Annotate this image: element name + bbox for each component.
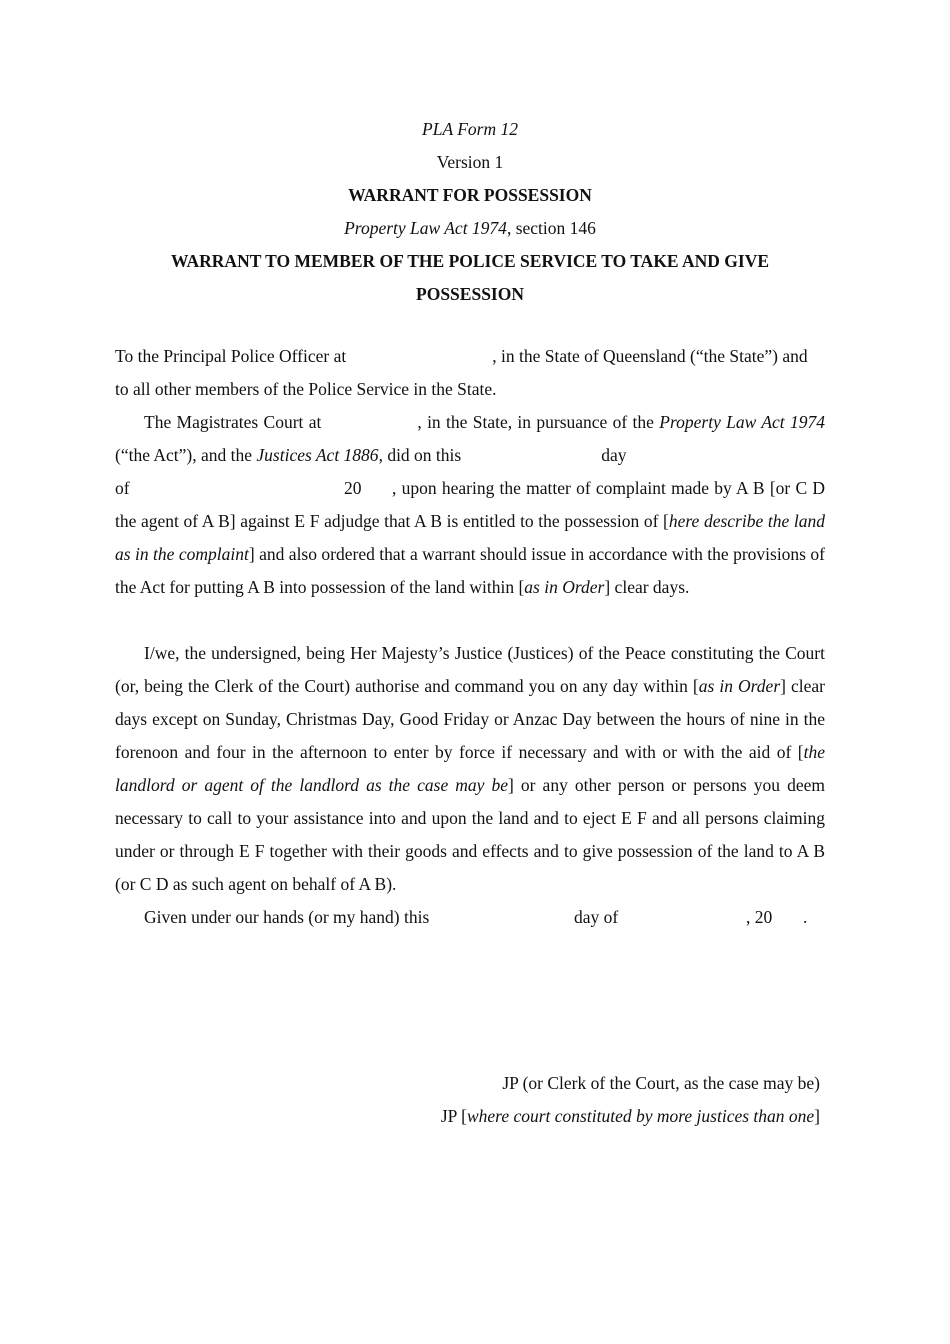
paragraph-addressee: To the Principal Police Officer at , in the State of Queensland (“the State”) and to all other members of the Police Service in the State. <box>115 346 808 399</box>
signature-line-jp-clerk: JP (or Clerk of the Court, as the case may be) <box>502 1073 820 1093</box>
act-name: Property Law Act 1974 <box>344 218 507 238</box>
paragraph-court-order-line3: of 20 <box>115 478 362 498</box>
form-id: PLA Form 12 <box>422 119 518 139</box>
form-header <box>115 113 825 311</box>
act-reference <box>115 212 825 245</box>
paragraph-court-order: The Magistrates Court at , in the State, in pursuance of the Property Law Act 1974 (“the Act”), and the Justices Act 1886, did on this day <box>115 412 825 465</box>
signature-line-jp-additional: JP [where court constituted by more justices than one] <box>440 1106 820 1126</box>
given-under-hand-line: Given under our hands (or my hand) this day of , 20 . <box>144 907 808 927</box>
form-subtitle: WARRANT TO MEMBER OF THE POLICE SERVICE TO TAKE AND GIVE POSSESSION <box>170 251 770 304</box>
form-title: WARRANT FOR POSSESSION <box>348 185 592 205</box>
paragraph-command: I/we, the undersigned, being Her Majesty’s Justice (Justices) of the Peace constituting the Court (or, being the Clerk of the Court) authorise and command you on any day within [as in Order] clear days except on Sunday, Christmas Day, Good Friday or Anzac Day between the hours of nine in the forenoon and four in the afternoon to enter by force if necessary and with or with the aid of [the landlord or agent of the landlord as the case may be] or any other person or persons you deem necessary to call to your assistance into and upon the land and to eject E F and all persons claiming under or through E F together with their goods and effects and to give possession of the land to A B (or C D as such agent on behalf of A B). <box>115 643 826 894</box>
act-section: , section 146 <box>506 218 596 238</box>
paragraph-court-order-continued: , upon hearing the matter of complaint made by A B [or C D the agent of A B] against E F adjudge that A B is entitled to the possession of [here describe the land as in the complaint] and also ordered that a warrant should issue in accordance with the provisions of the Act for putting A B into possession of the land within [as in Order] clear days. <box>115 478 825 597</box>
document-body <box>115 340 825 934</box>
form-version: Version 1 <box>436 152 504 172</box>
